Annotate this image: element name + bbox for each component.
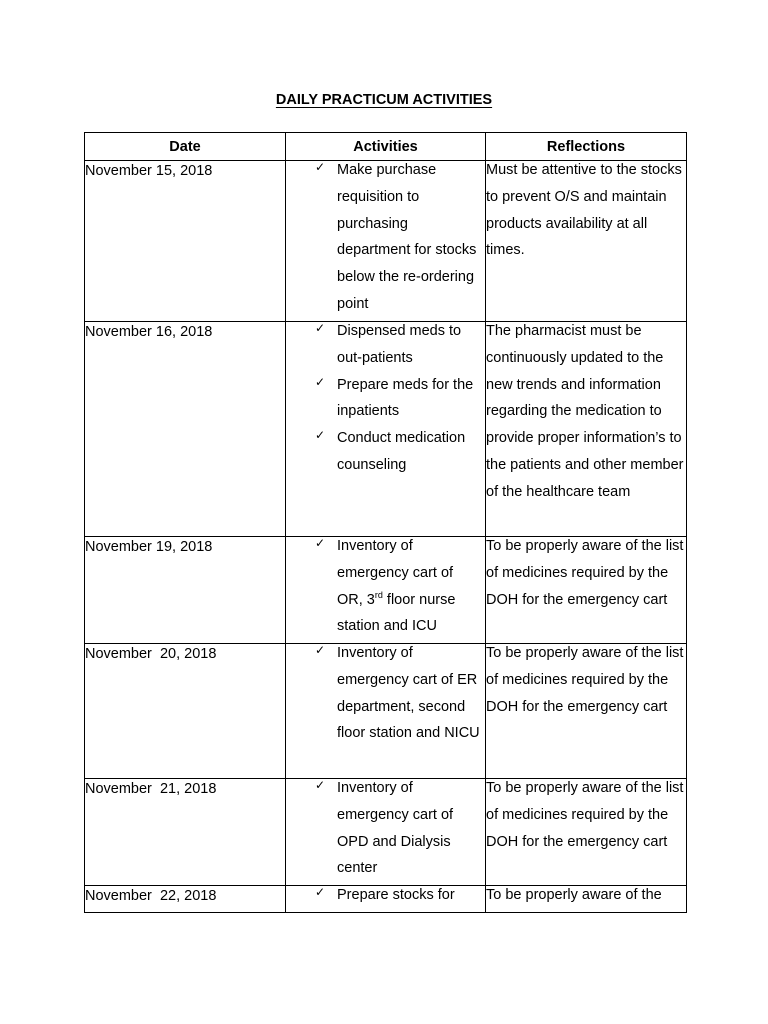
activity-text-part: Inventory of emergency cart of OR, 3 xyxy=(337,538,454,608)
reflection-cell xyxy=(486,161,687,322)
activities-list xyxy=(286,882,485,909)
activities-cell xyxy=(286,644,486,779)
header-date: Date xyxy=(85,133,286,161)
activity-text: Dispensed meds to out-patients xyxy=(337,323,462,366)
reflection-text: Must be attentive to the stocks to prevent O/S and maintain products availability at all times. xyxy=(486,162,682,259)
activity-text: Make purchase requisition to purchasing department for stocks below the re-ordering point xyxy=(337,162,477,312)
table-row xyxy=(85,644,687,779)
practicum-table xyxy=(84,132,687,913)
activities-cell xyxy=(286,322,486,537)
table-row xyxy=(85,322,687,537)
date-cell xyxy=(85,322,286,537)
row-date: November 20, 2018 xyxy=(85,646,217,662)
reflection-text: To be properly aware of the list of medicines required by the DOH for the emergency cart xyxy=(486,538,684,608)
activities-list xyxy=(286,640,485,747)
checkmark-icon: ✓ xyxy=(315,428,326,443)
ordinal-superscript: rd xyxy=(374,589,383,600)
checkmark-icon: ✓ xyxy=(315,643,326,657)
row-date: November 16, 2018 xyxy=(85,324,213,340)
activities-cell xyxy=(286,779,486,886)
activity-item xyxy=(286,157,485,318)
activity-item xyxy=(286,425,485,479)
header-activities: Activities xyxy=(286,133,486,161)
checkmark-icon: ✓ xyxy=(315,885,326,899)
activity-item xyxy=(286,318,485,372)
reflection-cell xyxy=(486,779,687,886)
activity-text: Conduct medication counseling xyxy=(337,430,466,473)
table-row xyxy=(85,161,687,322)
table-row xyxy=(85,537,687,644)
checkmark-icon: ✓ xyxy=(315,778,326,792)
activity-text xyxy=(337,533,481,640)
document-title: DAILY PRACTICUM ACTIVITIES xyxy=(275,92,493,108)
reflection-text: To be properly aware of the xyxy=(486,887,662,903)
date-cell xyxy=(85,537,286,644)
checkmark-icon: ✓ xyxy=(315,321,326,335)
activities-list xyxy=(286,318,485,479)
checkmark-icon: ✓ xyxy=(315,160,326,174)
reflection-cell xyxy=(486,322,687,537)
table-row xyxy=(85,886,687,913)
table-row xyxy=(85,779,687,886)
reflection-cell xyxy=(486,537,687,644)
date-cell xyxy=(85,644,286,779)
activity-item xyxy=(286,533,485,640)
activities-list xyxy=(286,533,485,640)
reflection-cell xyxy=(486,644,687,779)
activities-cell xyxy=(286,537,486,644)
reflection-text: To be properly aware of the list of medicines required by the DOH for the emergency cart xyxy=(486,645,684,715)
activity-text: Inventory of emergency cart of OPD and Dialysis center xyxy=(337,780,454,877)
reflection-text: To be properly aware of the list of medicines required by the DOH for the emergency cart xyxy=(486,780,684,850)
date-cell xyxy=(85,886,286,913)
activity-text: Prepare stocks for xyxy=(337,887,455,903)
activity-text-part: floor nurse station and ICU xyxy=(337,591,456,635)
checkmark-icon: ✓ xyxy=(315,374,326,389)
row-date: November 19, 2018 xyxy=(85,539,213,555)
activity-item xyxy=(286,882,485,909)
row-date: November 22, 2018 xyxy=(85,888,217,904)
activity-item xyxy=(286,775,485,882)
row-date: November 15, 2018 xyxy=(85,163,213,179)
activities-cell xyxy=(286,886,486,913)
activities-list xyxy=(286,157,485,318)
date-cell xyxy=(85,779,286,886)
header-reflections: Reflections xyxy=(486,133,687,161)
activity-item xyxy=(286,372,485,426)
activities-list xyxy=(286,775,485,882)
reflection-text: The pharmacist must be continuously updated to the new trends and information regarding the medication to provide proper information’s to the patients and other member of the healthcare team xyxy=(486,323,684,500)
checkmark-icon: ✓ xyxy=(315,536,326,550)
activity-item xyxy=(286,640,485,747)
row-date: November 21, 2018 xyxy=(85,781,217,797)
activity-text: Prepare meds for the inpatients xyxy=(337,376,474,420)
reflection-cell xyxy=(486,886,687,913)
activity-text: Inventory of emergency cart of ER department, second floor station and NICU xyxy=(337,645,480,742)
activities-cell xyxy=(286,161,486,322)
date-cell xyxy=(85,161,286,322)
